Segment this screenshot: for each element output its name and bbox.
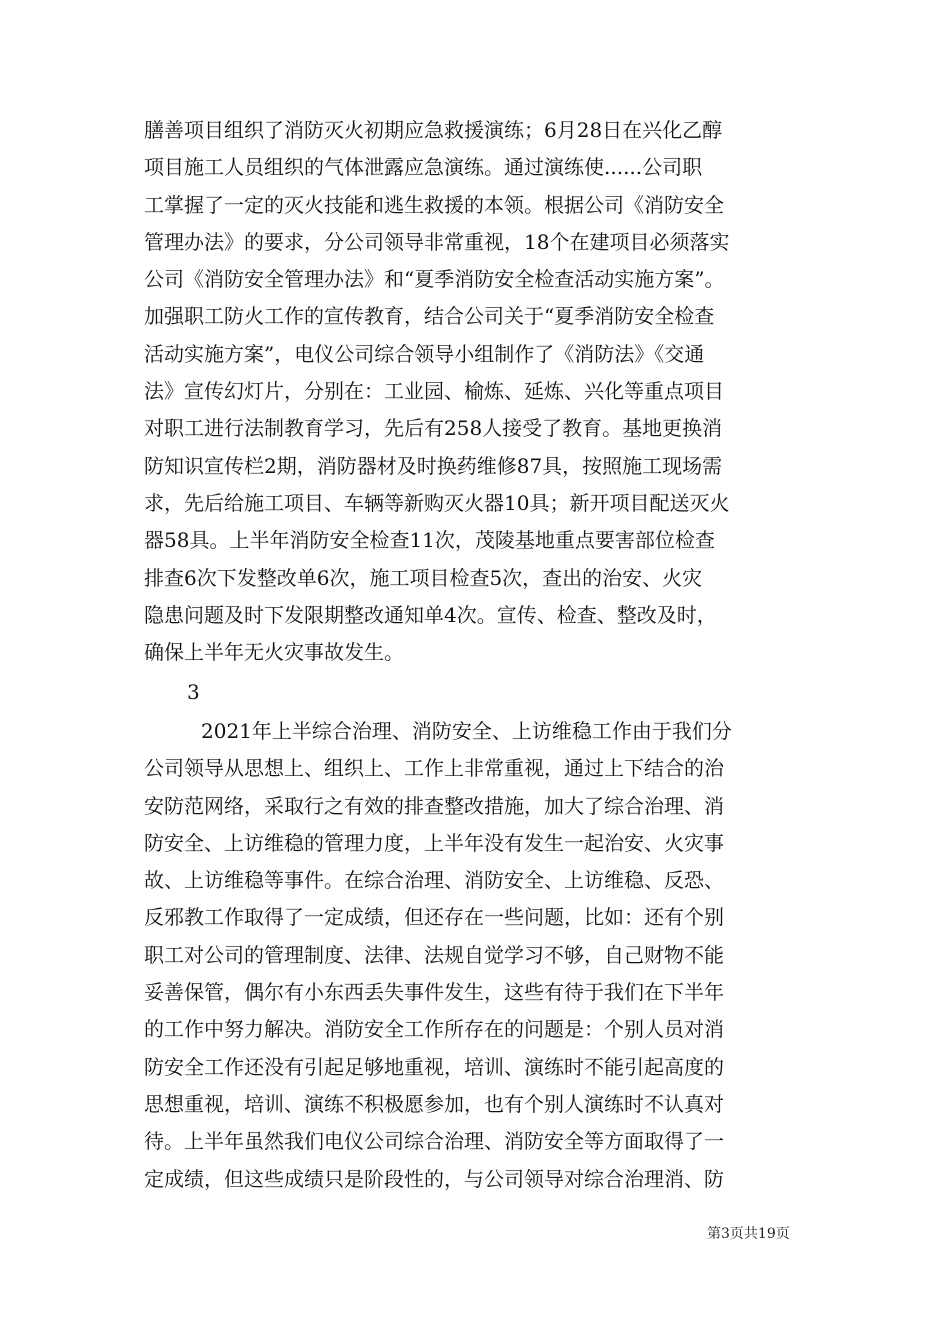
- paragraph-line: 公司领导从思想上、组织上、工作上非常重视，通过上下结合的治: [144, 756, 724, 781]
- paragraph-line: 防安全、上访维稳的管理力度，上半年没有发生一起治安、火灾事: [144, 830, 724, 855]
- paragraph-line: 管理办法》的要求，分公司领导非常重视，18个在建项目必须落实: [144, 229, 730, 254]
- paragraph-line: 器58具。上半年消防安全检查11次，茂陵基地重点要害部位检查: [144, 528, 715, 553]
- page-number-footer: 第3页共19页: [707, 1226, 790, 1242]
- paragraph-line: 2021年上半综合治理、消防安全、上访维稳工作由于我们分: [201, 719, 732, 743]
- paragraph-one: [144, 112, 824, 671]
- paragraph-line: 确保上半年无火灾事故发生。: [144, 640, 404, 665]
- paragraph-line: 待。上半年虽然我们电仪公司综合治理、消防安全等方面取得了一: [144, 1129, 724, 1154]
- paragraph-line: 活动实施方案”，电仪公司综合领导小组制作了《消防法》《交通: [144, 341, 705, 366]
- paragraph-line: 公司《消防安全管理办法》和“夏季消防安全检查活动实施方案”。: [144, 267, 725, 292]
- paragraph-line: 求，先后给施工项目、车辆等新购灭火器10具；新开项目配送灭火: [144, 490, 730, 515]
- paragraph-line: 排查6次下发整改单6次，施工项目检查5次，查出的治安、火灾: [144, 565, 703, 590]
- section-number: 3: [187, 680, 200, 704]
- paragraph-line: 工掌握了一定的灭火技能和逃生救援的本领。根据公司《消防安全: [144, 192, 724, 217]
- paragraph-line: 妥善保管，偶尔有小东西丢失事件发生，这些有待于我们在下半年: [144, 980, 724, 1005]
- paragraph-line: 膳善项目组织了消防灭火初期应急救援演练；6月28日在兴化乙醇: [144, 118, 723, 142]
- paragraph-line: 防知识宣传栏2期，消防器材及时换药维修87具，按照施工现场需: [144, 453, 723, 478]
- paragraph-line: 故、上访维稳等事件。在综合治理、消防安全、上访维稳、反恐、: [144, 868, 724, 893]
- paragraph-line: 加强职工防火工作的宣传教育，结合公司关于“夏季消防安全检查: [144, 304, 715, 329]
- paragraph-line: 项目施工人员组织的气体泄露应急演练。通过演练使......公司职: [144, 155, 703, 180]
- paragraph-line: 的工作中努力解决。消防安全工作所存在的问题是：个别人员对消: [144, 1017, 724, 1042]
- paragraph-line: 防安全工作还没有引起足够地重视，培训、演练时不能引起高度的: [144, 1054, 724, 1079]
- paragraph-line: 对职工进行法制教育学习，先后有258人接受了教育。基地更换消: [144, 416, 723, 441]
- paragraph-line: 法》宣传幻灯片，分别在：工业园、榆炼、延炼、兴化等重点项目: [144, 379, 724, 404]
- paragraph-two: [144, 713, 824, 1198]
- paragraph-line: 思想重视，培训、演练不积极愿参加，也有个别人演练时不认真对: [144, 1091, 724, 1116]
- paragraph-line: 安防范网络，采取行之有效的排查整改措施，加大了综合治理、消: [144, 793, 724, 818]
- paragraph-line: 隐患问题及时下发限期整改通知单4次。宣传、检查、整改及时，: [144, 602, 717, 627]
- paragraph-line: 反邪教工作取得了一定成绩，但还存在一些问题，比如：还有个别: [144, 905, 724, 930]
- paragraph-line: 定成绩，但这些成绩只是阶段性的，与公司领导对综合治理消、防: [144, 1166, 724, 1191]
- paragraph-line: 职工对公司的管理制度、法律、法规自觉学习不够，自己财物不能: [144, 942, 724, 967]
